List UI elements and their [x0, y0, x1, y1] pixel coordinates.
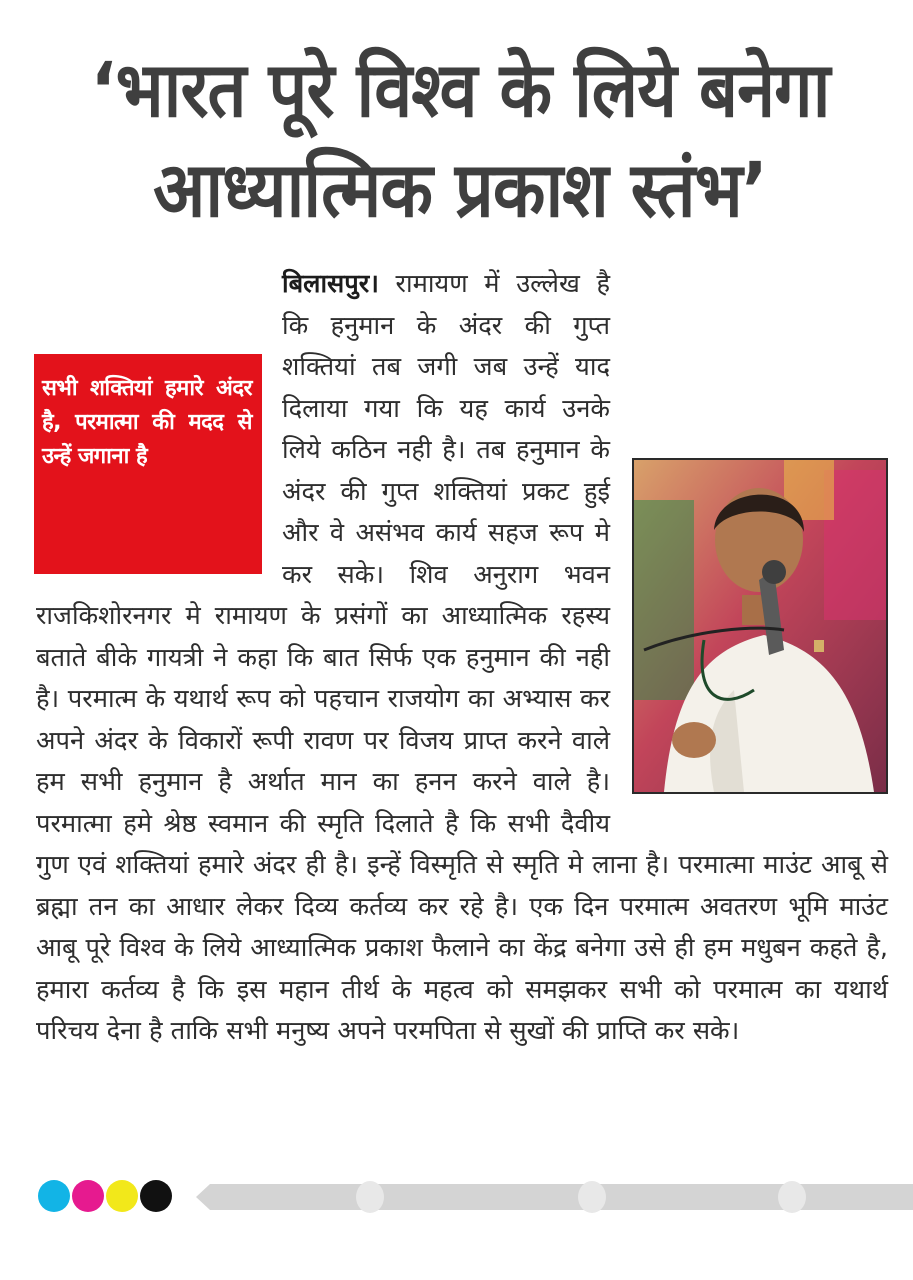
- registration-mark: [356, 1181, 384, 1213]
- headline: [64, 40, 856, 240]
- black-dot: [140, 1180, 172, 1212]
- article-body: रामायण में उल्लेख है कि हनुमान के अंदर की गुप्त शक्तियां तब जगी जब उन्हें याद दिलाया गया कि यह कार्य उनके लिये कठिन नही है। तब हनुमान के अंदर की गुप्त शक्तियां प्रकट हुई और वे असंभव कार्य सहज रूप मे कर सके। शिव अनुराग भवन राजकिशोरनगर मे रामायण के प्रसंगों का आध्यात्मिक रहस्य बताते बीके गायत्री ने कहा कि बात सिर्फ एक हनुमान की नही है। परमात्म के यथार्थ रूप को पहचान राजयोग का अभ्यास कर अपने अंदर के विकारों रूपी रावण पर विजय प्राप्त करने वाले हम सभी हनुमान है अर्थात मान का हनन करने वाले है। परमात्मा हमे श्रेष्ठ स्वमान की स्मृति दिलाते है कि सभी दैवीय गुण एवं शक्तियां हमारे अंदर ही है। इन्हें विस्मृति से स्मृति मे लाना है। परमात्मा माउंट आबू से ब्रह्मा तन का आधार लेकर दिव्य कर्तव्य कर रहे है। एक दिन परमात्म अवतरण भूमि माउंट आबू पूरे विश्व के लिये आध्यात्मिक प्रकाश फैलाने का केंद्र बनेगा उसे ही हम मधुबन कहते है, हमारा कर्तव्य है कि इस महान तीर्थ के महत्व को समझकर सभी को परमात्म का यथार्थ परिचय देना है ताकि सभी मनुष्य अपने परमपिता से सुखों की प्राप्ति कर सके।: [36, 269, 888, 1046]
- dateline: बिलासपुर।: [282, 269, 379, 299]
- article: [36, 264, 888, 1053]
- pull-quote-box: [34, 354, 262, 574]
- magenta-dot: [72, 1180, 104, 1212]
- cyan-dot: [38, 1180, 70, 1212]
- headline-line-1: ‘भारत पूरे विश्व के लिये बनेगा: [90, 45, 830, 134]
- pull-quote-text: सभी शक्तियां हमारे अंदर है, परमात्मा की मदद से उन्हें जगाना है: [42, 376, 252, 469]
- registration-mark: [578, 1181, 606, 1213]
- yellow-dot: [106, 1180, 138, 1212]
- speaker-photo: [632, 458, 888, 794]
- speaker-photo-icon: [634, 460, 886, 792]
- registration-mark: [778, 1181, 806, 1213]
- headline-line-2: आध्यात्मिक प्रकाश स्तंभ’: [153, 145, 767, 234]
